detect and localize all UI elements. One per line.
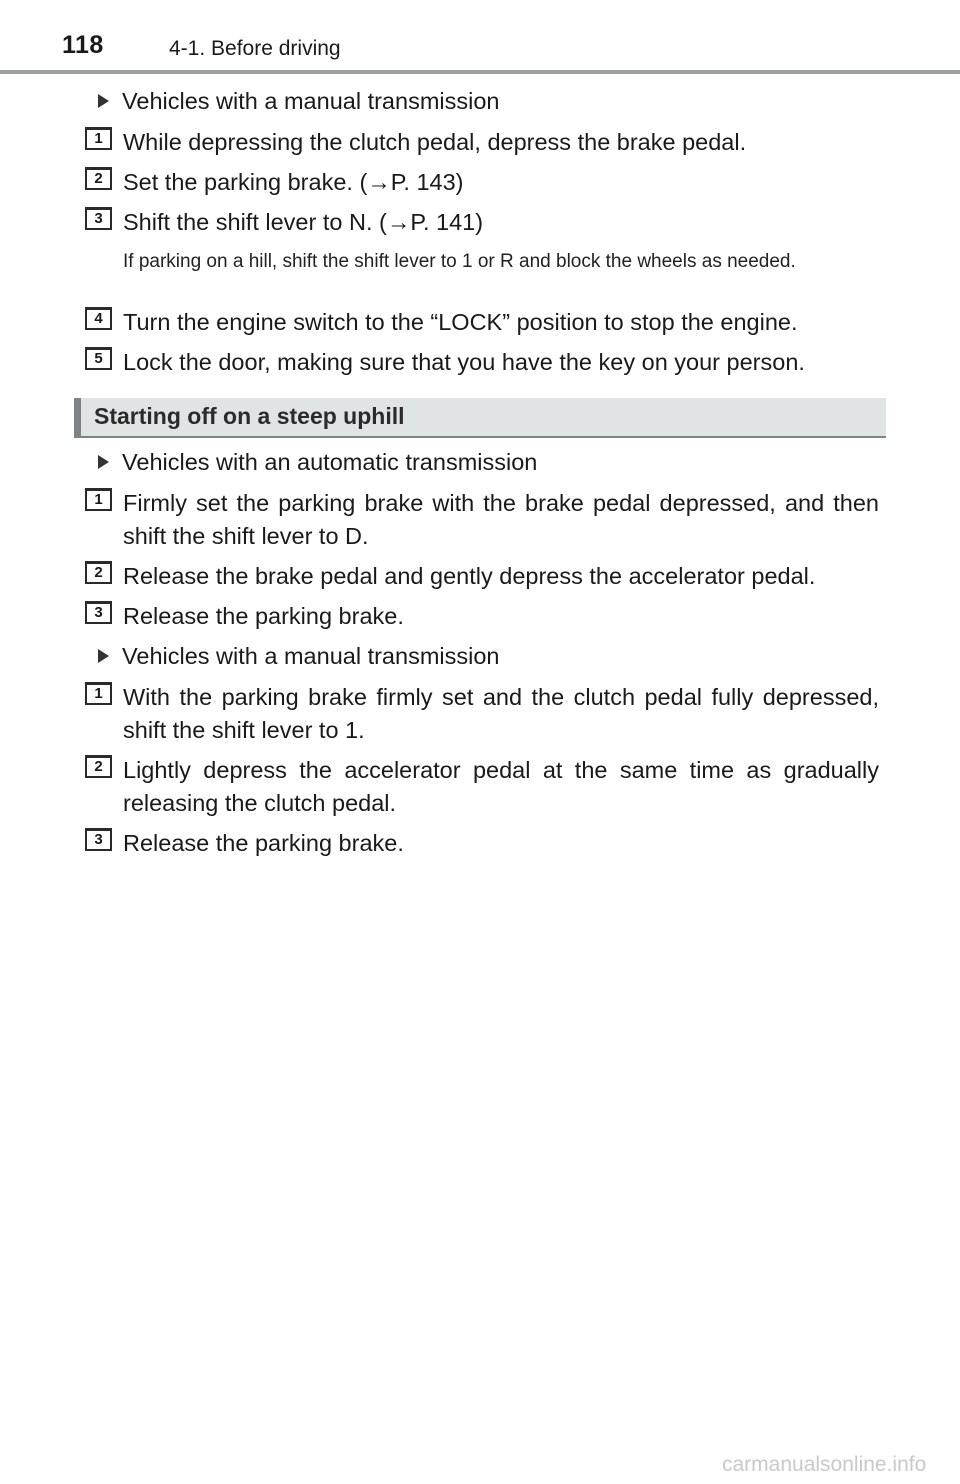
subsection-heading-manual-parking — [98, 85, 499, 117]
section-bar-accent — [74, 398, 81, 436]
subsection-heading-automatic — [98, 446, 537, 478]
page-number: 118 — [62, 31, 104, 59]
step-text: Release the brake pedal and gently depress the accelerator pedal. — [123, 563, 816, 589]
step-number-badge: 3 — [85, 828, 112, 851]
step-number-badge: 3 — [85, 207, 112, 230]
step-number-badge: 4 — [85, 307, 112, 330]
step-number-badge: 1 — [85, 127, 112, 150]
step-text: Firmly set the parking brake with the brake pedal depressed, and then shift the shift lever to D. — [123, 490, 879, 549]
step-number-badge: 3 — [85, 601, 112, 624]
step-number-badge: 2 — [85, 167, 112, 190]
triangle-bullet-icon — [98, 455, 109, 469]
step-text: Lock the door, making sure that you have the key on your person. — [123, 349, 805, 375]
step-text: Shift the shift lever to N. (→P. 141) — [123, 209, 484, 235]
step-text: Set the parking brake. (→P. 143) — [123, 169, 464, 195]
step-number-badge: 5 — [85, 347, 112, 370]
step-note: If parking on a hill, shift the shift lever to 1 or R and block the wheels as needed. — [123, 251, 796, 272]
subsection-heading-text: Vehicles with an automatic transmission — [122, 449, 538, 475]
step-text: Turn the engine switch to the “LOCK” position to stop the engine. — [123, 309, 798, 335]
site-watermark: carmanualsonline.info — [722, 1453, 927, 1476]
subsection-heading-text: Vehicles with a manual transmission — [122, 88, 500, 114]
step-number-badge: 1 — [85, 488, 112, 511]
step-text: Release the parking brake. — [123, 603, 404, 629]
step-number-badge: 2 — [85, 561, 112, 584]
header-divider — [0, 70, 960, 74]
subsection-heading-manual-uphill — [98, 640, 499, 672]
triangle-bullet-icon — [98, 649, 109, 663]
subsection-heading-text: Vehicles with a manual transmission — [122, 643, 500, 669]
step-text: Release the parking brake. — [123, 830, 404, 856]
section-title: Starting off on a steep uphill — [94, 403, 405, 429]
step-number-badge: 1 — [85, 682, 112, 705]
step-number-badge: 2 — [85, 755, 112, 778]
triangle-bullet-icon — [98, 94, 109, 108]
section-heading-bar — [74, 398, 886, 438]
chapter-title: 4-1. Before driving — [169, 37, 341, 60]
step-text: Lightly depress the accelerator pedal at the same time as gradually releasing the clutch pedal. — [123, 757, 879, 816]
step-text: With the parking brake firmly set and the clutch pedal fully depressed, shift the shift lever to 1. — [123, 684, 879, 743]
step-text: While depressing the clutch pedal, depress the brake pedal. — [123, 129, 747, 155]
